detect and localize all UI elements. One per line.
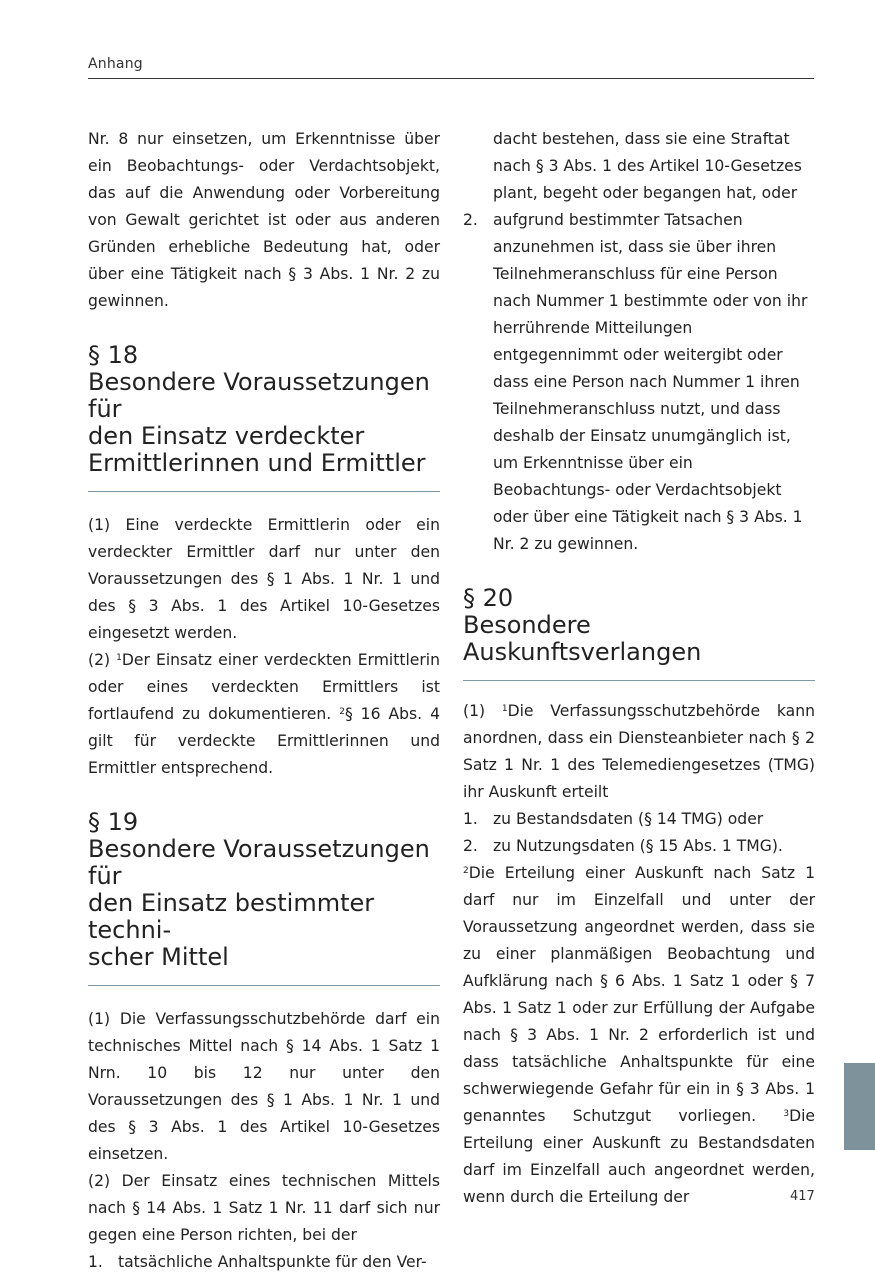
list-number: 2. (463, 837, 478, 855)
list-text: zu Nutzungsdaten (§ 15 Abs. 1 TMG). (493, 837, 783, 855)
chapter-tab-marker (844, 1063, 875, 1150)
section-number: § 20 (463, 584, 514, 612)
section-18 (88, 342, 440, 782)
list-text: tatsächliche Anhaltspunkte für den Ver- (118, 1253, 427, 1271)
paragraph-sentences: $^2$Die Erteilung einer Auskunft nach Satz 1 darf nur im Einzelfall und unter der Voraussetzung angeordnet werden, dass sie zu einer planmäßigen Beobachtung und Aufklärung nach § 6 Abs. 1 Satz 1 oder § 7 Abs. 1 Satz 1 oder zur Erfüllung der Aufgabe nach § 3 Abs. 1 Nr. 2 erforderlich ist und dass tatsächliche Anhaltspunkte für eine schwerwiegende Gefahr für ein in § 3 Abs. 1 genanntes Schutzgut vorliegen. $^3$Die Erteilung einer Auskunft zu Bestandsdaten darf im Einzelfall auch angeordnet werden, wenn durch die Erteilung der (463, 864, 815, 1206)
list-item (463, 207, 815, 558)
paragraph-1: (1) Eine verdeckte Ermittlerin oder ein verdeckter Ermittler darf nur unter den Voraussetzungen des § 1 Abs. 1 Nr. 1 und des § 3 Abs. 1 des Artikel 10-Gesetzes eingesetzt werden. (88, 516, 440, 642)
list-number: 1. (88, 1253, 103, 1271)
header-rule (88, 78, 814, 79)
section-20 (463, 585, 815, 1211)
page-number: 417 (790, 1189, 815, 1204)
running-head: Anhang (88, 56, 143, 72)
paragraph-1: (1) Die Verfassungsschutzbehörde darf ein technisches Mittel nach § 14 Abs. 1 Satz 1 Nrn. 10 bis 12 nur unter den Voraussetzungen des § 1 Abs. 1 Nr. 1 und des § 3 Abs. 1 des Artikel 10-Gesetzes einsetzen. (88, 1010, 440, 1163)
section-title-line: Besondere Voraussetzungen für (88, 835, 430, 890)
list-item (88, 1249, 440, 1276)
list-item (463, 833, 815, 860)
list-item (463, 806, 815, 833)
section-number: § 18 (88, 341, 139, 369)
list-text: aufgrund bestimmter Tatsachen anzunehmen ist, dass sie über ihren Teilnehmeranschluss für eine Person nach Nummer 1 bestimmte oder von ihr herrührende Mitteilungen entgegennimmt oder weitergibt oder dass eine Person nach Nummer 1 ihren Teilnehmeranschluss nutzt, und dass deshalb der Einsatz unumgänglich ist, um Erkenntnisse über ein Beobachtungs- oder Verdachtsobjekt oder über eine Tätigkeit nach § 3 Abs. 1 Nr. 2 zu gewinnen. (493, 211, 808, 553)
section-19 (88, 809, 440, 1276)
right-column (463, 126, 815, 1211)
left-column (88, 126, 440, 1276)
section-title-line: Ermittlerinnen und Ermittler (88, 449, 426, 477)
section-title-line: scher Mittel (88, 943, 229, 971)
paragraph-1: (1) $^1$Die Verfassungsschutzbehörde kann anordnen, dass ein Diensteanbieter nach § 2 Satz 1 Nr. 1 des Telemediengesetzes (TMG) ihr Auskunft erteilt (463, 702, 815, 801)
paragraph-2: (2) Der Einsatz eines technischen Mittels nach § 14 Abs. 1 Satz 1 Nr. 11 darf sich nur gegen eine Person richten, bei der (88, 1172, 440, 1244)
list-item-continuation: dacht bestehen, dass sie eine Straftat (493, 130, 790, 148)
list-item-continuation: nach § 3 Abs. 1 des Artikel 10-Gesetzes (493, 157, 802, 175)
section-rule (463, 680, 815, 681)
section-rule (88, 985, 440, 986)
paragraph-2: (2) $^1$Der Einsatz einer verdeckten Ermittlerin oder eines verdeckten Ermittlers ist fortlaufend zu dokumentieren. $^2$§ 16 Abs. 4 gilt für verdeckte Ermittlerinnen und Ermittler entsprechend. (88, 651, 440, 777)
section-title: Besondere Auskunftsverlangen (463, 611, 702, 666)
section-title-line: den Einsatz verdeckter (88, 422, 365, 450)
section-title-line: Besondere Voraussetzungen für (88, 368, 430, 423)
list-number: 1. (463, 810, 478, 828)
continuation-paragraph: Nr. 8 nur einsetzen, um Erkenntnisse über ein Beobachtungs- oder Verdachtsobjekt, das auf die Anwendung oder Vorbereitung von Gewalt gerichtet ist oder aus anderen Gründen erhebliche Bedeutung hat, oder über eine Tätigkeit nach § 3 Abs. 1 Nr. 2 zu gewinnen. (88, 130, 440, 310)
list-item-continuation: plant, begeht oder begangen hat, oder (493, 184, 798, 202)
section-number: § 19 (88, 808, 139, 836)
list-number: 2. (463, 211, 478, 229)
section-rule (88, 491, 440, 492)
section-title-line: den Einsatz bestimmter techni- (88, 889, 375, 944)
list-text: zu Bestandsdaten (§ 14 TMG) oder (493, 810, 764, 828)
